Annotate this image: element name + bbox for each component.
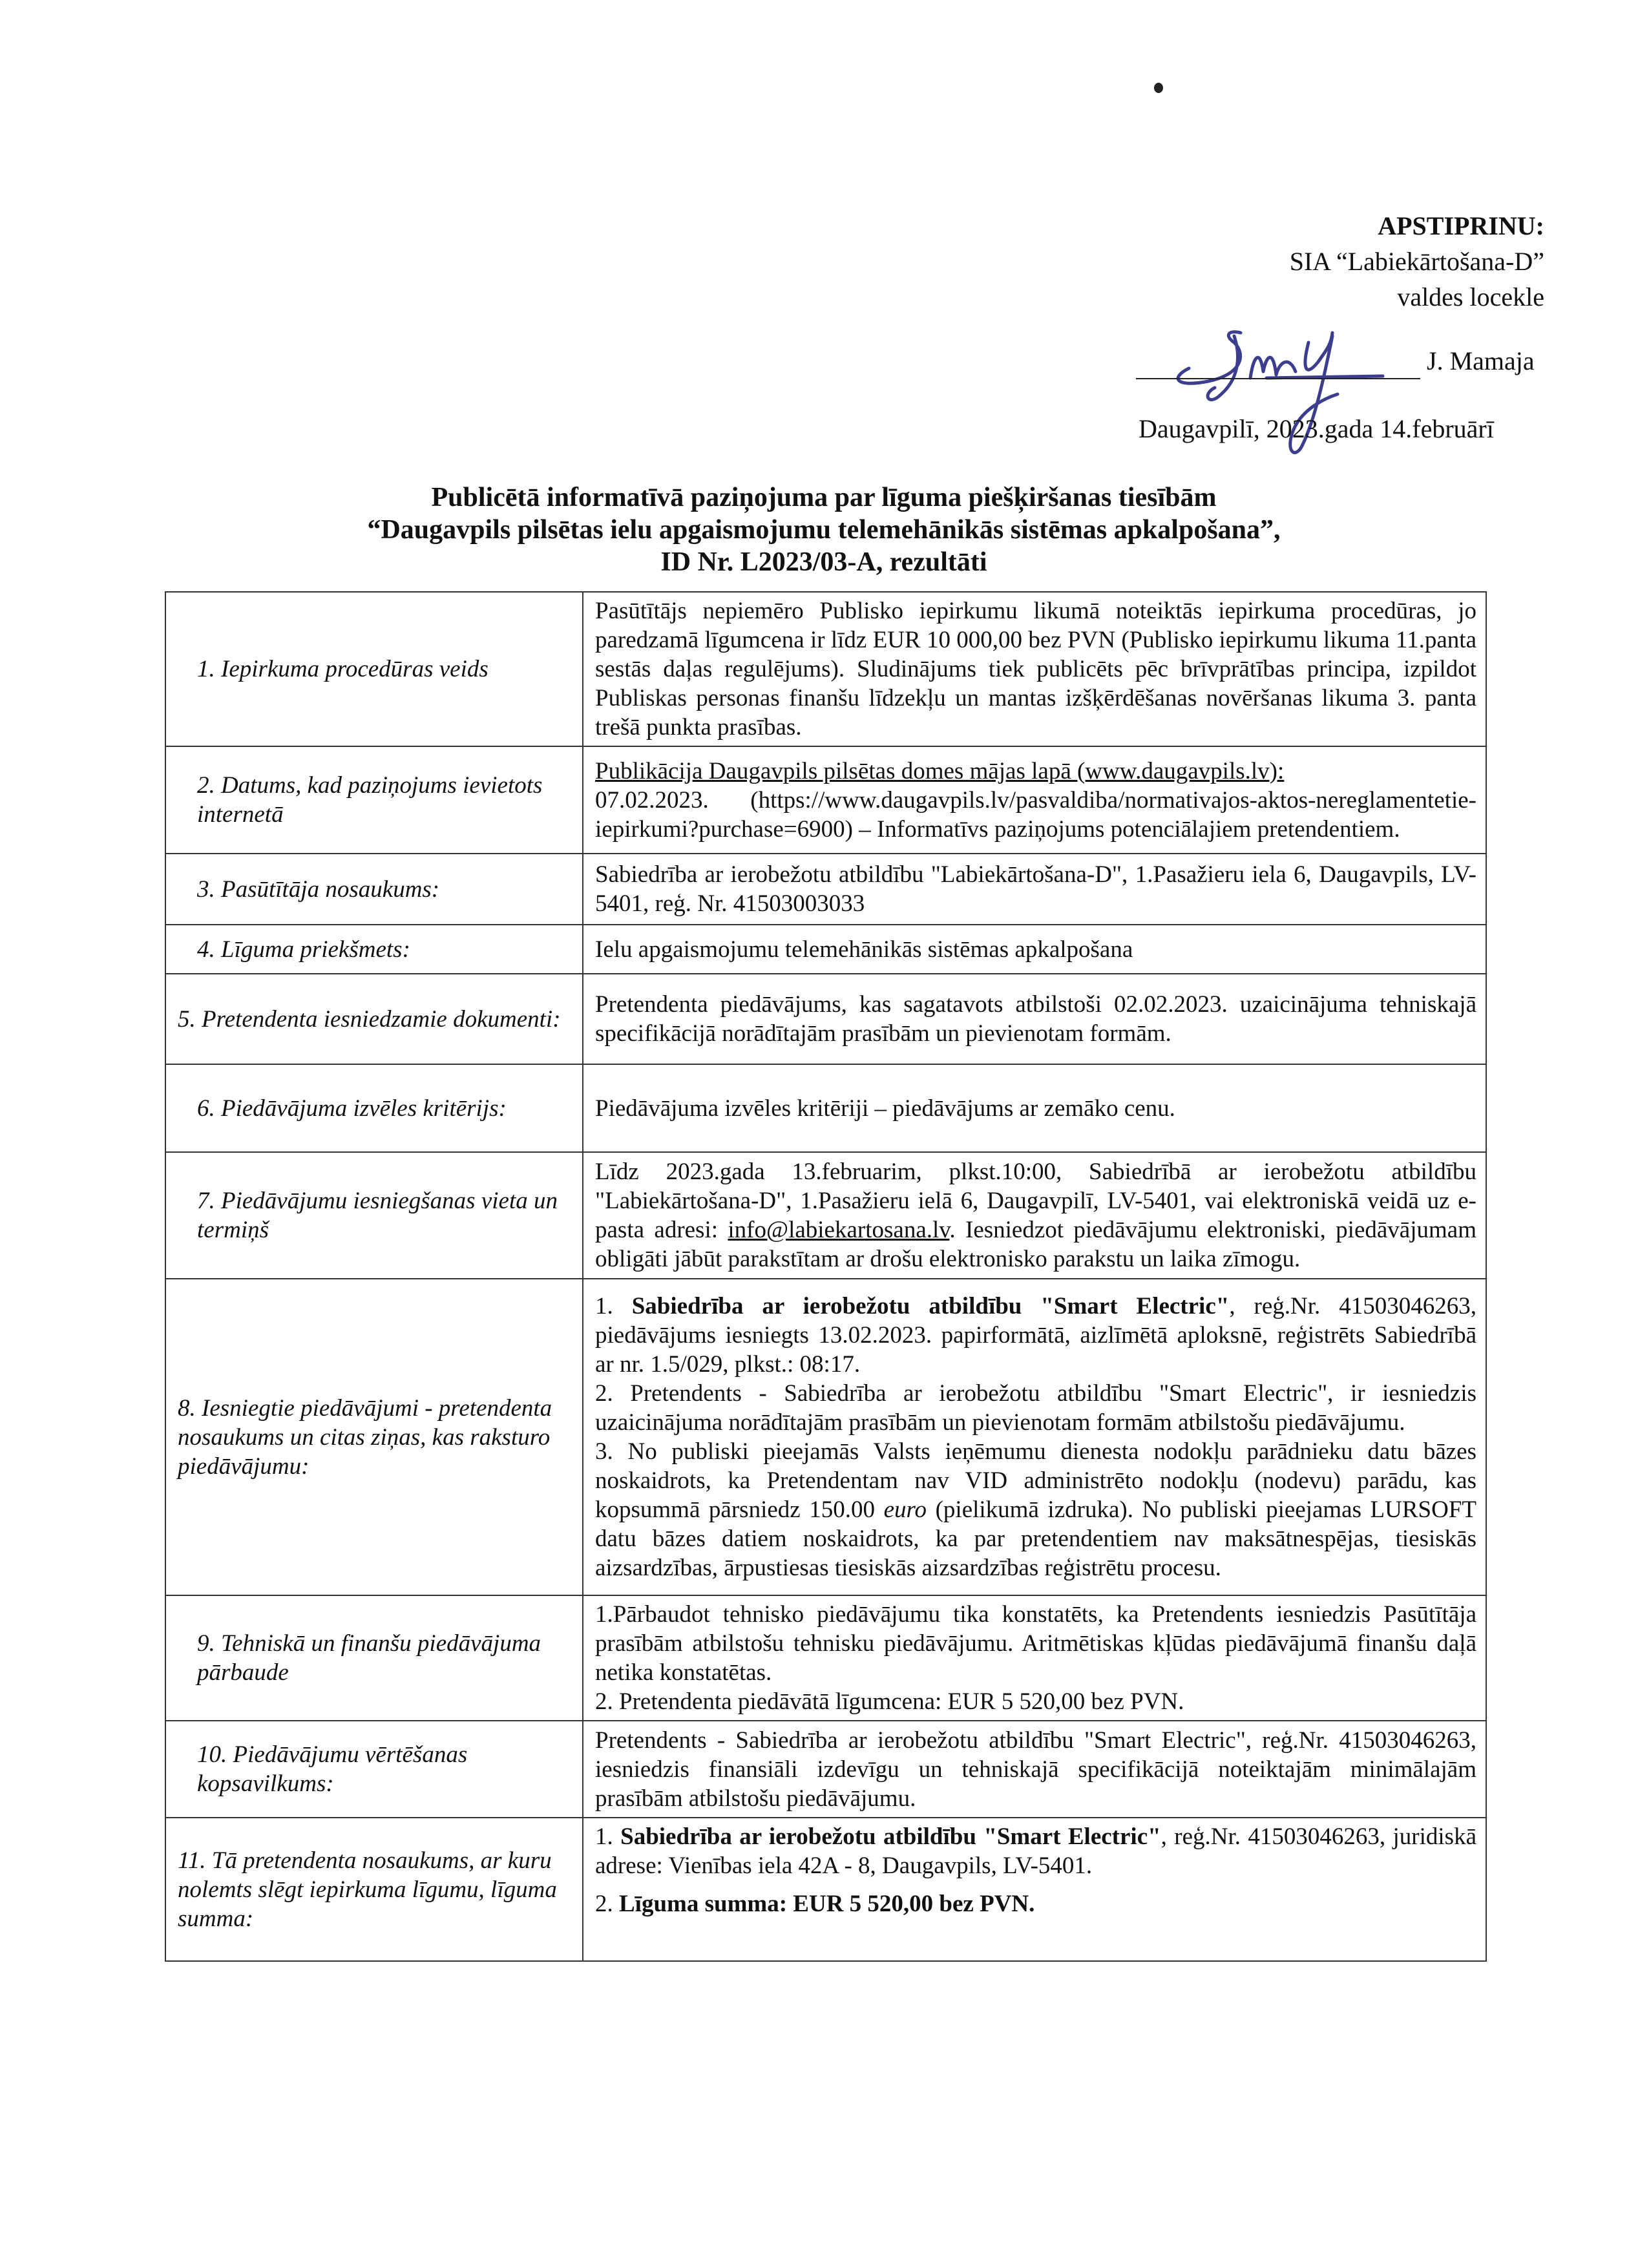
check-paragraph-1: 1.Pārbaudot tehnisko piedāvājumu tika konstatēts, ka Pretendents iesniedzis Pasūtītāja prasībām atbilstošu tehnisku piedāvājumu. Aritmētiskas kļūdas piedāvājumā finanšu daļā netika konstatētas. [595, 1601, 1476, 1686]
row-value: Pasūtītājs nepiemēro Publisko iepirkumu likumā noteiktās iepirkuma procedūras, jo paredzamā līgumcena ir līdz EUR 10 000,00 bez PVN (Publisko iepirkumu likuma 11.panta sestās daļas regulējums). Sludinājums tiek publicēts pēc brīvprātības principa, izpildot Publiskas personas finanšu līdzekļu un mantas izšķērdēšanas novēršanas likuma 3. panta trešā punkta prasības. [583, 592, 1486, 746]
table-row [165, 974, 1486, 1064]
row-label: 3. Pasūtītāja nosaukums: [165, 854, 583, 925]
offer-paragraph-3 [595, 1437, 1476, 1582]
bidder-name: Sabiedrība ar ierobežotu atbildību "Smart Electric" [631, 1293, 1230, 1319]
row-label: 4. Līguma priekšmets: [165, 925, 583, 974]
table-row [165, 746, 1486, 854]
check-paragraph-2: 2. Pretendenta piedāvātā līgumcena: EUR 5 520,00 bez PVN. [595, 1688, 1184, 1715]
row-label: 8. Iesniegtie piedāvājumi - pretendenta nosaukums un citas ziņas, kas raksturo piedāvājumu: [165, 1279, 583, 1595]
row-value [583, 1818, 1486, 1961]
para-number: 1. [595, 1823, 613, 1850]
row-label: 11. Tā pretendenta nosaukums, ar kuru nolemts slēgt iepirkuma līgumu, līguma summa: [165, 1818, 583, 1961]
row-label: 7. Piedāvājumu iesniegšanas vieta un termiņš [165, 1152, 583, 1279]
tax-check-text: 3. No publiski pieejamās Valsts ieņēmumu dienesta nodokļu parādnieku datu bāzes noskaidrots, ka Pretendentam nav VID administrēto nodokļu (nodevu) parādu, kas kopsummā pārsniedz 150.00 [595, 1438, 1476, 1523]
contract-sum: Līguma summa: EUR 5 520,00 bez PVN. [619, 1891, 1035, 1917]
offer-paragraph-1 [595, 1292, 1476, 1379]
offer-paragraph-2: 2. Pretendents - Sabiedrība ar ierobežotu atbildību "Smart Electric", ir iesniedzis uzaicinājuma norādītajām prasībām un pievienotam formām atbilstošu piedāvājumu. [595, 1380, 1476, 1436]
ink-speck [1154, 83, 1163, 93]
row-value: Sabiedrība ar ierobežotu atbildību "Labiekārtošana-D", 1.Pasažieru iela 6, Daugavpils, LV-5401, reģ. Nr. 41503003033 [583, 854, 1486, 925]
row-value: Ielu apgaismojumu telemehānikās sistēmas apkalpošana [583, 925, 1486, 974]
para-number: 2. [595, 1891, 613, 1917]
table-row [165, 1818, 1486, 1961]
approval-org: SIA “Labiekārtošana-D” [1289, 247, 1544, 276]
winner-details: , reģ.Nr. 41503046263, juridiskā adrese: Vienības iela 42A - 8, Daugavpils, LV-5401. [595, 1823, 1477, 1879]
row-value: Pretendents - Sabiedrība ar ierobežotu atbildību "Smart Electric", reģ.Nr. 41503046263, iesniedzis finansiāli izdevīgu un tehniskajā specifikācijā noteiktajām minimālajām prasībām atbilstošu piedāvājumu. [583, 1721, 1486, 1818]
row-value [583, 746, 1486, 854]
signer-name: J. Mamaja [1427, 346, 1535, 375]
winner-name: Sabiedrība ar ierobežotu atbildību "Smart Electric" [620, 1823, 1161, 1850]
row-label: 9. Tehniskā un finanšu piedāvājuma pārbaude [165, 1595, 583, 1721]
approval-position: valdes locekle [1397, 282, 1544, 311]
approval-block [963, 208, 1544, 315]
row-value [583, 1279, 1486, 1595]
tax-check-text-end: (pielikumā izdruka). No publiski pieejamas LURSOFT datu bāzes datiem noskaidrots, ka par pretendentiem nav maksātnespējas, tiesiskās aizsardzības, ārpustiesas tiesiskās aizsardzības reģistrētu procesu. [595, 1496, 1477, 1581]
publication-link-line: 07.02.2023. (https://www.daugavpils.lv/pasvaldiba/normativajos-aktos-nereglamentetie-iepirkumi?purchase=6900) – Informatīvs paziņojums potenciālajiem pretendentiem. [595, 786, 1476, 843]
table-row [165, 1064, 1486, 1152]
signature-line [1136, 378, 1420, 379]
row-label: 2. Datums, kad paziņojums ievietots internetā [165, 746, 583, 854]
para-number: 1. [595, 1293, 613, 1319]
row-value [583, 1152, 1486, 1279]
results-table [165, 591, 1487, 1962]
table-row [165, 1595, 1486, 1721]
winner-paragraph-1 [595, 1822, 1476, 1880]
row-label: 6. Piedāvājuma izvēles kritērijs: [165, 1064, 583, 1152]
handwritten-signature [1163, 317, 1396, 485]
row-value: Piedāvājuma izvēles kritēriji – piedāvājums ar zemāko cenu. [583, 1064, 1486, 1152]
currency-euro: euro [883, 1496, 927, 1523]
row-label: 10. Piedāvājumu vērtēšanas kopsavilkums: [165, 1721, 583, 1818]
document-title [162, 481, 1486, 578]
title-line-1: Publicētā informatīvā paziņojuma par līguma piešķiršanas tiesībām [431, 483, 1217, 512]
approval-place-date: Daugavpilī, 2023.gada 14.februārī [1139, 414, 1494, 443]
deadline-text: Līdz 2023.gada 13.februarim, plkst.10:00, Sabiedrībā ar ierobežotu atbildību "Labiekārtošana-D", 1.Pasažieru ielā 6, Daugavpilī, LV-5401, vai elektroniskā veidā uz e-pasta adresi: [595, 1159, 1476, 1243]
table-row [165, 1279, 1486, 1595]
publication-line: Publikācija Daugavpils pilsētas domes mājas lapā (www.daugavpils.lv): [595, 757, 1285, 784]
row-label: 5. Pretendenta iesniedzamie dokumenti: [165, 974, 583, 1064]
table-row [165, 854, 1486, 925]
row-value [583, 1595, 1486, 1721]
table-row [165, 1152, 1486, 1279]
winner-paragraph-2 [595, 1889, 1476, 1918]
offer-details: , reģ.Nr. 41503046263, piedāvājums iesniegts 13.02.2023. papirformātā, aizlīmētā aploksnē, reģistrēts Sabiedrībā ar nr. 1.5/029, plkst.: 08:17. [595, 1293, 1477, 1378]
deadline-text-end: . Iesniedzot piedāvājumu elektroniski, piedāvājumam obligāti jābūt parakstītam ar drošu elektronisko parakstu un laika zīmogu. [595, 1217, 1476, 1272]
title-line-3: ID Nr. L2023/03-A, rezultāti [660, 547, 987, 577]
table-row [165, 592, 1486, 746]
row-value: Pretendenta piedāvājums, kas sagatavots atbilstoši 02.02.2023. uzaicinājuma tehniskajā specifikācijā norādītajām prasībām un pievienotam formām. [583, 974, 1486, 1064]
table-row [165, 925, 1486, 974]
email-link[interactable]: info@labiekartosana.lv [728, 1217, 950, 1243]
title-line-2: “Daugavpils pilsētas ielu apgaismojumu telemehānikās sistēmas apkalpošana”, [367, 515, 1281, 545]
approval-heading: APSTIPRINU: [1378, 211, 1544, 240]
row-label: 1. Iepirkuma procedūras veids [165, 592, 583, 746]
table-row [165, 1721, 1486, 1818]
